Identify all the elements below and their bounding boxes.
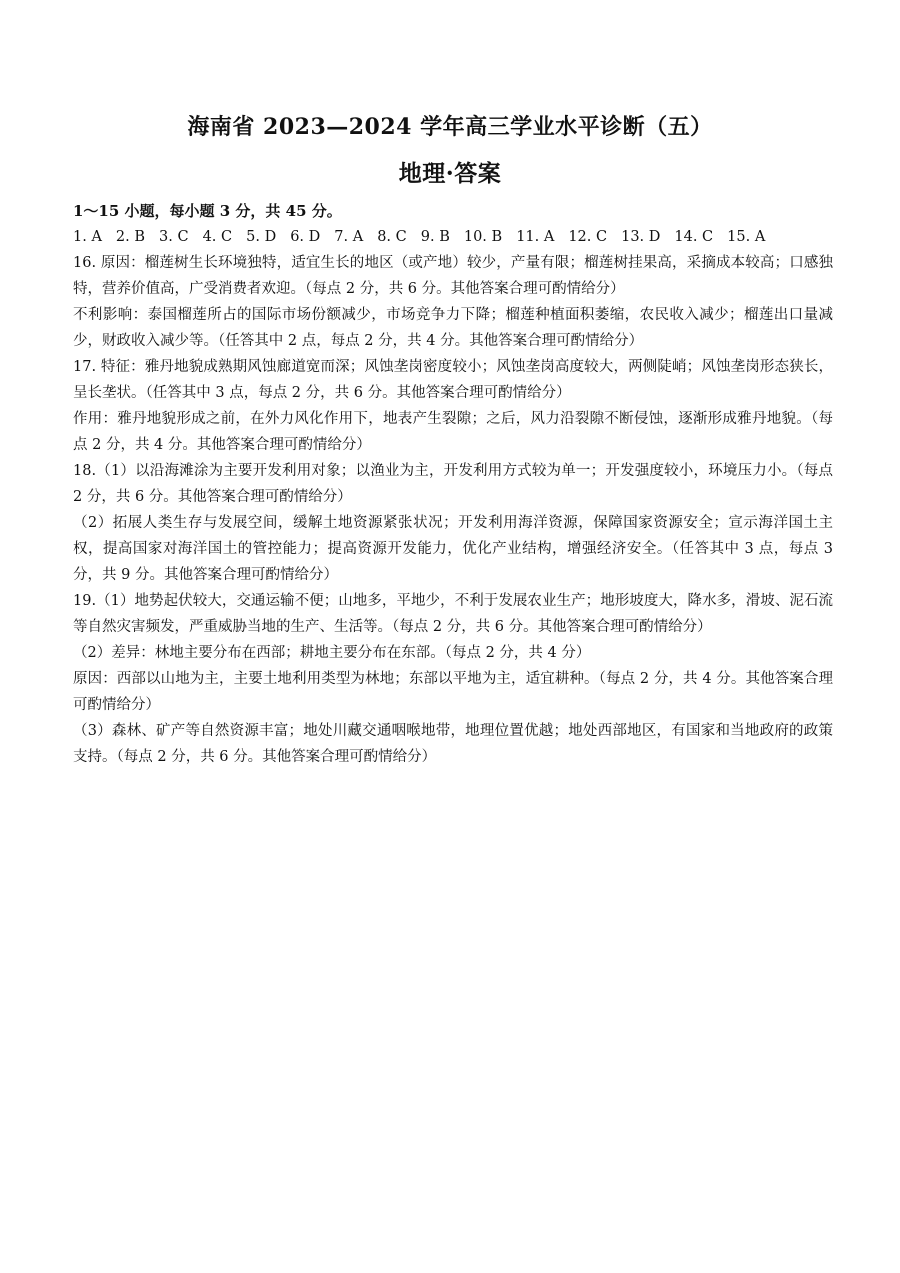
mc-answer: 6. D (290, 229, 321, 245)
mc-answer: 5. D (246, 229, 277, 245)
q19-part2-difference: （2）差异：林地主要分布在西部；耕地主要分布在东部。（每点 2 分，共 4 分） (73, 645, 591, 661)
mc-answer: 7. A (334, 229, 364, 245)
page-subtitle: 地理·答案 (398, 160, 502, 187)
mc-section-heading: 1～15 小题，每小题 3 分，共 45 分。 (73, 202, 342, 220)
mc-answer: 8. C (377, 229, 407, 245)
q17-features: 17. 特征：雅丹地貌成熟期风蚀廊道宽而深；风蚀垄岗密度较小；风蚀垄岗高度较大，两侧陡峭；风蚀垄岗形态狭长，呈长垄状。（任答其中 3 点，每点 2 分，共 6 分。其他答案合理可酌情给分） (73, 359, 833, 401)
answer-content (73, 198, 833, 770)
q16-impacts: 不利影响：泰国榴莲所占的国际市场份额减少，市场竞争力下降；榴莲种植面积萎缩，农民收入减少；榴莲出口量减少，财政收入减少等。（任答其中 2 点，每点 2 分，共 4 分。其他答案合理可酌情给分） (73, 307, 833, 349)
mc-answer: 10. B (463, 229, 503, 245)
mc-answer: 11. A (516, 229, 555, 245)
mc-answer: 15. A (727, 229, 766, 245)
q19-part1: 19.（1）地势起伏较大，交通运输不便；山地多，平地少，不利于发展农业生产；地形坡度大，降水多，滑坡、泥石流等自然灾害频发，严重威胁当地的生产、生活等。（每点 2 分，共 6 分。其他答案合理可酌情给分） (73, 593, 833, 635)
q19-part3: （3）森林、矿产等自然资源丰富；地处川藏交通咽喉地带，地理位置优越；地处西部地区，有国家和当地政府的政策支持。（每点 2 分，共 6 分。其他答案合理可酌情给分） (73, 723, 833, 765)
mc-answer: 12. C (568, 229, 608, 245)
mc-answer: 14. C (674, 229, 714, 245)
mc-answer-list (73, 224, 833, 250)
q16-reasons: 16. 原因：榴莲树生长环境独特，适宜生长的地区（或产地）较少，产量有限；榴莲树挂果高，采摘成本较高；口感独特，营养价值高，广受消费者欢迎。（每点 2 分，共 6 分。其他答案合理可酌情给分） (73, 255, 833, 297)
mc-answer: 13. D (621, 229, 661, 245)
q18-part1: 18.（1）以沿海滩涂为主要开发利用对象；以渔业为主，开发利用方式较为单一；开发强度较小，环境压力小。（每点 2 分，共 6 分。其他答案合理可酌情给分） (73, 463, 833, 505)
q19-part2-reason: 原因：西部以山地为主，主要土地利用类型为林地；东部以平地为主，适宜耕种。（每点 2 分，共 4 分。其他答案合理可酌情给分） (73, 671, 833, 713)
mc-answer: 9. B (420, 229, 450, 245)
page-title: 海南省 2023—2024 学年高三学业水平诊断（五） (187, 114, 713, 140)
mc-answer: 2. B (115, 229, 146, 245)
q17-role: 作用：雅丹地貌形成之前，在外力风化作用下，地表产生裂隙；之后，风力沿裂隙不断侵蚀，逐渐形成雅丹地貌。（每点 2 分，共 4 分。其他答案合理可酌情给分） (73, 411, 833, 453)
mc-answer: 4. C (202, 229, 233, 245)
q18-part2: （2）拓展人类生存与发展空间，缓解土地资源紧张状况；开发利用海洋资源，保障国家资源安全；宣示海洋国土主权，提高国家对海洋国土的管控能力；提高资源开发能力，优化产业结构，增强经济安全。（任答其中 3 点，每点 3 分，共 9 分。其他答案合理可酌情给分） (73, 515, 833, 583)
mc-answer: 1. A (73, 229, 102, 245)
mc-answer: 3. C (159, 229, 189, 245)
